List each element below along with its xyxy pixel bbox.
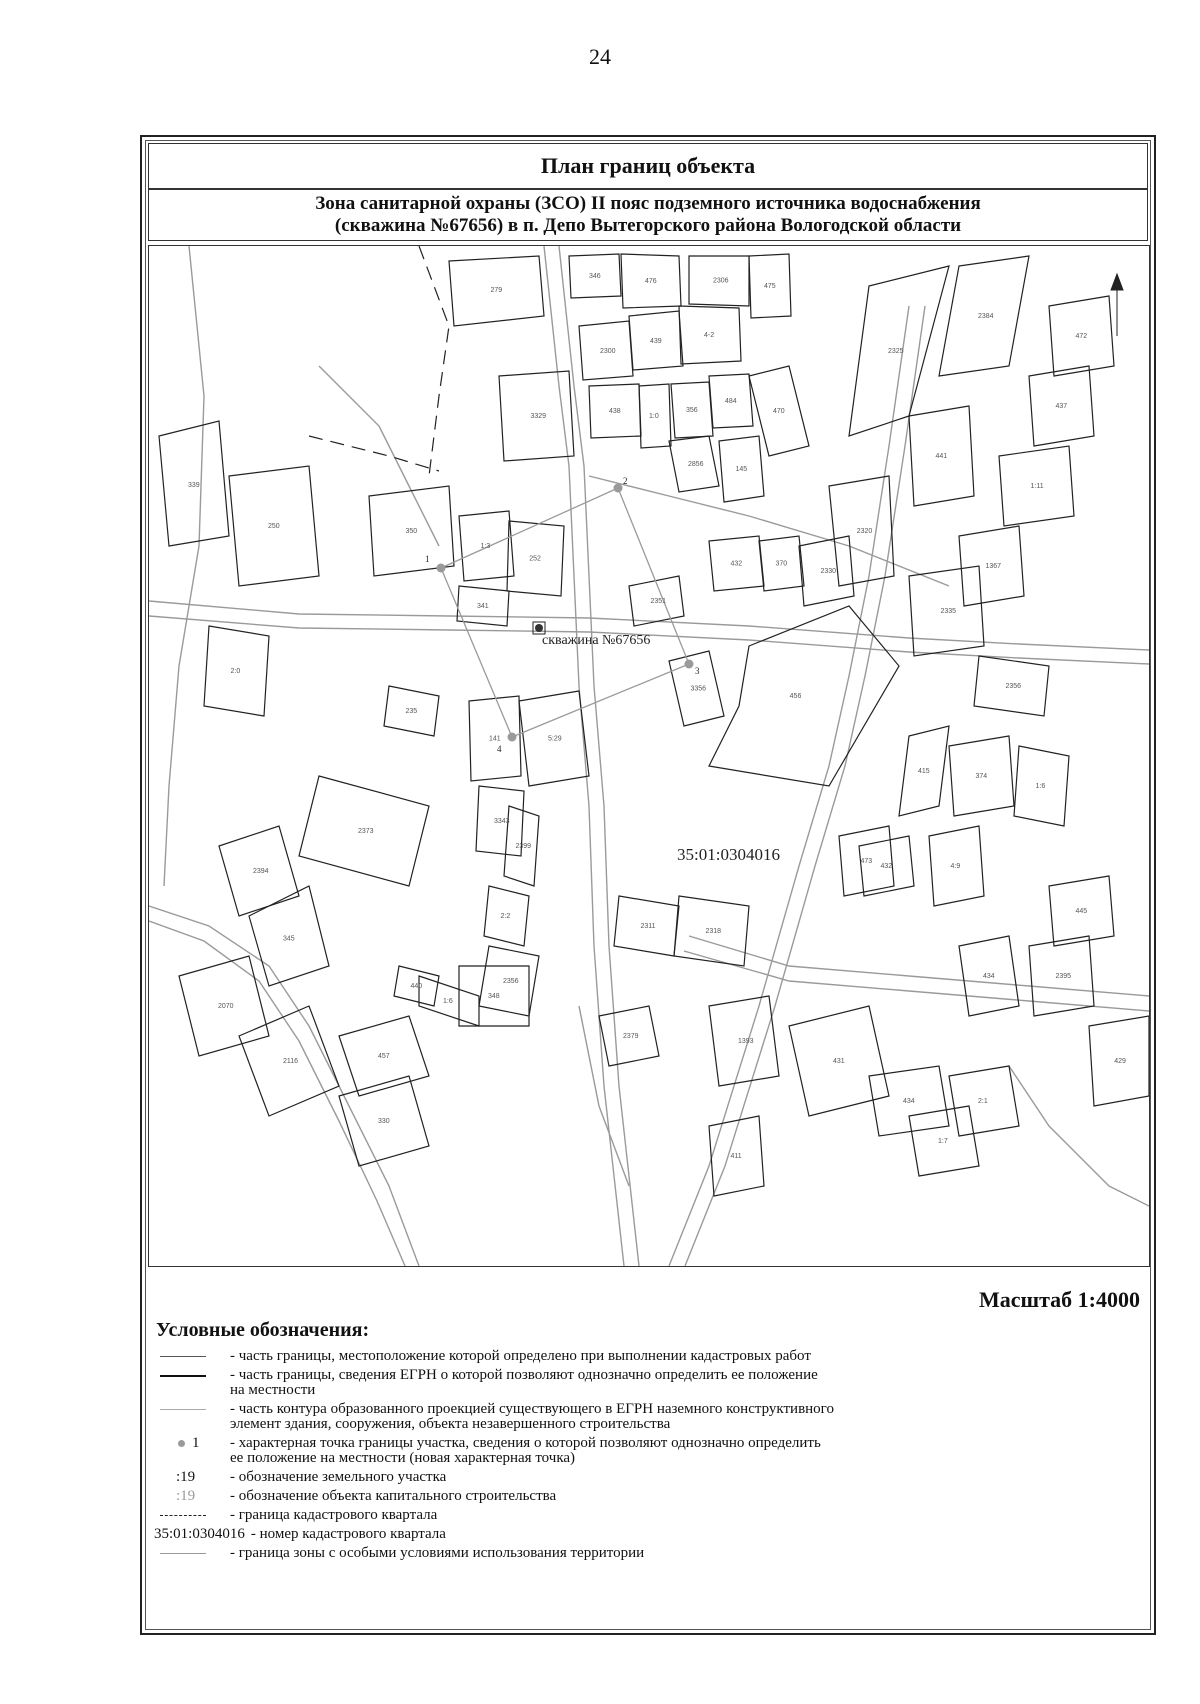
parcels-layer	[159, 254, 1149, 1196]
parcel-label: 2379	[623, 1033, 639, 1040]
parcel-label: 457	[378, 1053, 390, 1060]
legend-text: - характерная точка границы участка, сведения о которой позволяют однозначно определить ее положение на местности (новая характерная точка)	[230, 1435, 821, 1466]
parcel-label: 2335	[940, 608, 957, 615]
legend-text: - номер кадастрового квартала	[250, 1526, 446, 1542]
subtitle-line-2: (скважина №67656) в п. Депо Вытегорского района Вологодской области	[334, 215, 962, 236]
road-edge	[149, 906, 419, 1266]
north-arrow-icon	[1111, 274, 1123, 336]
legend-text: - обозначение земельного участка	[230, 1469, 447, 1485]
parcel-label: 2306	[713, 277, 729, 285]
parcel-label: 3356	[690, 685, 707, 693]
legend-symbol-parcel-label	[154, 1470, 230, 1485]
parcel-label: 476	[645, 278, 657, 285]
boundary-point-4	[508, 733, 517, 742]
parcel-label: 345	[283, 935, 295, 943]
parcel-label: 5:29	[548, 735, 562, 743]
parcel-label: 439	[650, 337, 662, 345]
parcel-label: 4:9	[950, 863, 961, 870]
subtitle-line-1: Зона санитарной охраны (ЗСО) II пояс подземного источника водоснабжения	[315, 193, 981, 214]
road-edge	[164, 246, 204, 886]
legend-item	[154, 1546, 1134, 1561]
parcel-label: 1367	[985, 563, 1002, 570]
parcel-label: 370	[775, 560, 788, 568]
parcel-label: 2:1	[978, 1098, 988, 1105]
roads-layer	[149, 246, 1149, 1266]
parcel-label: 2399	[515, 843, 532, 850]
parcel-label: 3329	[530, 413, 547, 420]
parcel-label: 1:6	[1035, 783, 1046, 790]
parcel-label: 473	[860, 858, 873, 865]
parcel-label: 2356	[1005, 683, 1022, 690]
legend-item	[154, 1436, 1134, 1466]
parcel-label: 279	[490, 286, 503, 294]
parcel-label: 2070	[218, 1003, 234, 1010]
parcel-label: 2320	[856, 528, 873, 535]
legend-parcel-code: :19	[176, 1469, 196, 1485]
parcel-label: 429	[1114, 1058, 1126, 1065]
legend-text: - часть контура образованного проекцией существующего в ЕГРН наземного конструктивного элемент здания, сооружения, объекта незавершенного строительства	[230, 1401, 834, 1432]
quarter-boundary-layer	[309, 246, 449, 476]
parcel-label: 2116	[283, 1058, 299, 1065]
parcel-label: 2311	[640, 923, 656, 930]
parcel-label: 341	[477, 603, 489, 610]
legend-text: - часть границы, местоположение которой определено при выполнении кадастровых работ	[230, 1348, 811, 1364]
well-marker	[535, 624, 543, 632]
legend-symbol-thin-line	[154, 1349, 230, 1364]
parcel-label: 456	[789, 693, 802, 700]
parcel-label: 432	[880, 863, 893, 870]
parcel-label: 2318	[705, 928, 722, 935]
parcel-label: 2325	[888, 348, 904, 355]
legend-symbol-point	[154, 1436, 230, 1451]
parcel-label: 445	[1075, 908, 1088, 915]
legend-item	[154, 1508, 1134, 1523]
parcel-label: 432	[730, 560, 743, 568]
legend-point-number: 1	[192, 1435, 200, 1451]
parcel-label: 411	[730, 1153, 742, 1160]
parcel-label: 434	[903, 1098, 915, 1105]
parcel-label: 440	[410, 983, 423, 990]
parcel-label: 475	[764, 283, 776, 290]
parcel-label: 252	[529, 555, 541, 563]
point-label-4: 4	[497, 744, 502, 754]
parcel-label: 437	[1055, 403, 1068, 410]
parcel-label: 2373	[358, 828, 374, 835]
parcel-label: 3343	[494, 818, 510, 825]
legend-symbol-building-label	[154, 1489, 230, 1504]
parcel-label: 484	[725, 398, 737, 405]
parcel-label: 250	[268, 523, 280, 530]
boundary-point-3	[685, 660, 694, 669]
parcel-label: 4-2	[704, 331, 715, 339]
legend	[154, 1349, 1134, 1565]
parcel-label: 2300	[600, 347, 616, 355]
parcel-label: 2394	[253, 868, 269, 875]
parcel-label: 141	[489, 735, 501, 743]
parcel-label: 2395	[1055, 973, 1072, 980]
legend-text: - часть границы, сведения ЕГРН о которой позволяют однозначно определить ее положение на местности	[230, 1367, 818, 1398]
parcel-label: 2384	[978, 313, 994, 320]
legend-symbol-zone-line	[154, 1546, 230, 1561]
parcel-label: 348	[488, 993, 500, 1000]
parcel-label: 431	[833, 1058, 845, 1065]
parcel-label: 438	[609, 408, 621, 415]
map-canvas	[149, 246, 1149, 1266]
legend-text: - граница кадастрового квартала	[230, 1507, 438, 1523]
parcel-label: 470	[773, 408, 785, 415]
point-label-2: 2	[623, 476, 628, 486]
legend-item	[154, 1470, 1134, 1485]
parcel-outline	[709, 606, 899, 786]
parcel-labels-layer	[188, 273, 1126, 1160]
parcel-label: 472	[1075, 333, 1088, 340]
well-label: скважина №67656	[542, 633, 651, 648]
road-edge	[589, 476, 949, 586]
parcel-label: 235	[405, 708, 418, 715]
legend-symbol-bold-line	[154, 1368, 230, 1383]
legend-item	[154, 1349, 1134, 1364]
parcel-label: 350	[405, 528, 418, 535]
road-edge	[544, 246, 624, 1266]
road-edge	[684, 951, 1149, 1011]
parcel-label: 415	[918, 768, 930, 775]
parcel-label: 2351	[650, 598, 667, 605]
point-icon	[178, 1440, 185, 1447]
page-number: 24	[589, 44, 611, 69]
parcel-label: 374	[975, 773, 988, 780]
parcel-label: 346	[589, 273, 601, 280]
legend-item	[154, 1527, 1134, 1542]
parcel-label: 1:7	[938, 1138, 948, 1145]
boundary-point-2	[614, 484, 623, 493]
parcel-label: 339	[188, 481, 200, 489]
parcel-label: 145	[735, 465, 748, 473]
quarter-number: 35:01:0304016	[677, 845, 780, 864]
parcel-label: 1393	[738, 1038, 754, 1045]
points-layer	[437, 484, 694, 742]
parcel-label: 1:11	[1030, 483, 1044, 490]
parcel-label: 2356	[503, 978, 519, 985]
legend-item	[154, 1402, 1134, 1432]
parcel-label: 2330	[820, 568, 837, 575]
parcel-label: 1:0	[649, 413, 659, 420]
legend-title: Условные обозначения:	[156, 1319, 370, 1341]
parcel-label: 434	[983, 973, 995, 980]
legend-text: - обозначение объекта капитального строительства	[230, 1488, 557, 1504]
legend-text: - граница зоны с особыми условиями использования территории	[230, 1545, 645, 1561]
road-edge	[689, 936, 1149, 996]
quarter-boundary	[309, 436, 439, 471]
parcel-label: 356	[686, 407, 698, 414]
legend-symbol-grey-line	[154, 1402, 230, 1417]
legend-symbol-dash-line	[154, 1508, 230, 1523]
plan-subtitle	[148, 189, 1148, 241]
legend-item	[154, 1489, 1134, 1504]
scale-label: Масштаб 1:4000	[978, 1287, 1140, 1312]
legend-building-code: :19	[176, 1488, 196, 1504]
parcel-label: 2:0	[230, 668, 241, 675]
boundary-point-1	[437, 564, 446, 573]
parcel-label: 1:3	[480, 543, 491, 550]
cadastral-map[interactable]	[148, 245, 1150, 1267]
parcel-label: 2856	[688, 460, 704, 468]
parcel-label: 2:2	[500, 913, 511, 920]
point-label-3: 3	[695, 666, 700, 676]
legend-item	[154, 1368, 1134, 1398]
road-edge	[1009, 1066, 1149, 1206]
road-edge	[319, 366, 439, 546]
parcel-label: 1:6	[443, 998, 453, 1005]
road-edge	[579, 1006, 629, 1186]
point-label-1: 1	[425, 554, 430, 564]
parcel-label: 330	[378, 1118, 390, 1125]
plan-title: План границ объекта	[148, 143, 1148, 189]
road-edge	[669, 306, 909, 1266]
parcel-label: 441	[935, 453, 948, 460]
quarter-boundary	[419, 246, 449, 476]
legend-quarter-code: 35:01:0304016	[154, 1526, 245, 1542]
plan-frame	[140, 135, 1156, 1635]
